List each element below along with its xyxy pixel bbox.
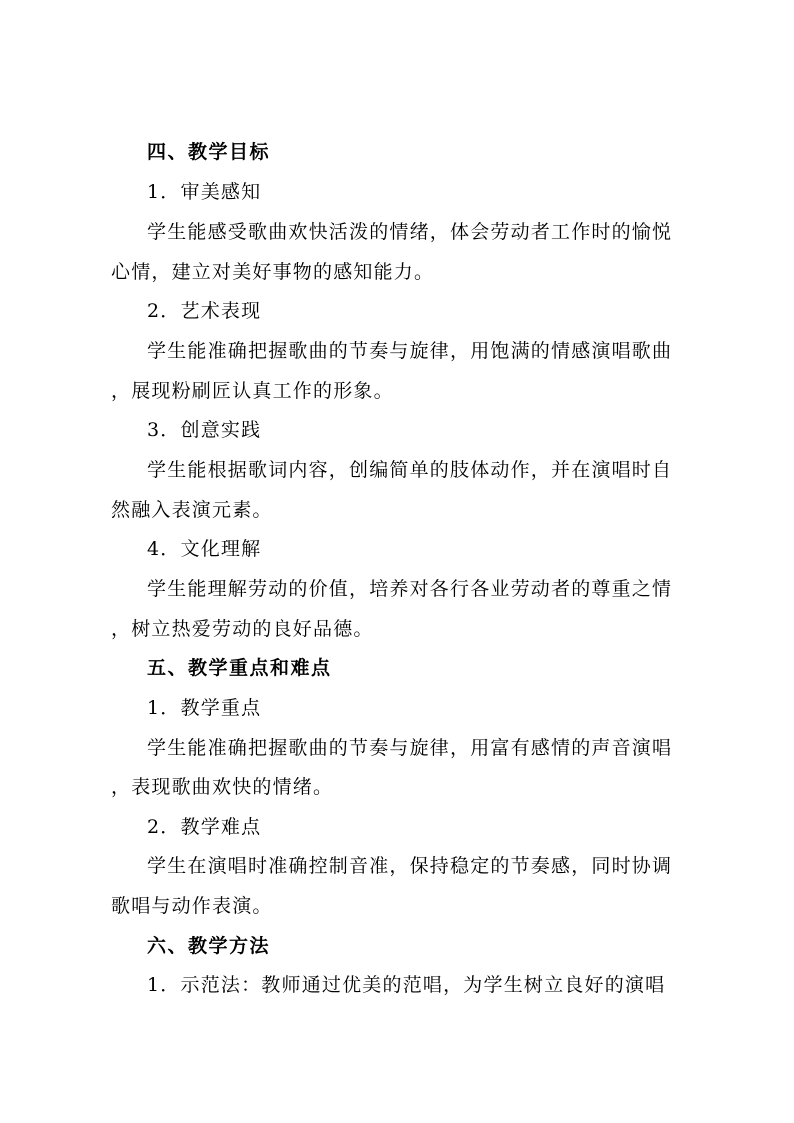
paragraph-line: 学生能准确把握歌曲的节奏与旋律，用富有感情的声音演唱 xyxy=(147,737,673,759)
section-heading-teaching-methods: 六、教学方法 xyxy=(147,935,271,957)
paragraph-line: ，树立热爱劳动的良好品德。 xyxy=(111,618,374,640)
paragraph-line: 学生在演唱时准确控制音准，保持稳定的节奏感，同时协调 xyxy=(147,855,673,877)
paragraph-line: ，展现粉刷匠认真工作的形象。 xyxy=(111,380,394,402)
paragraph-line: 学生能感受歌曲欢快活泼的情绪，体会劳动者工作时的愉悦 xyxy=(147,221,673,243)
subheading-teaching-difficulty: 2．教学难点 xyxy=(147,816,262,838)
paragraph-line: 学生能准确把握歌曲的节奏与旋律，用饱满的情感演唱歌曲 xyxy=(147,340,673,362)
subheading-aesthetic-perception: 1．审美感知 xyxy=(147,181,262,203)
paragraph-line: ，表现歌曲欢快的情绪。 xyxy=(111,776,334,798)
section-heading-teaching-objectives: 四、教学目标 xyxy=(147,141,271,163)
paragraph-line: 1．示范法：教师通过优美的范唱，为学生树立良好的演唱 xyxy=(147,974,666,996)
paragraph-line: 学生能理解劳动的价值，培养对各行各业劳动者的尊重之情 xyxy=(147,578,673,600)
section-heading-key-points: 五、教学重点和难点 xyxy=(147,657,332,679)
paragraph-line: 心情，建立对美好事物的感知能力。 xyxy=(111,261,435,283)
paragraph-line: 学生能根据歌词内容，创编简单的肢体动作，并在演唱时自 xyxy=(147,459,673,481)
subheading-artistic-expression: 2．艺术表现 xyxy=(147,300,262,322)
paragraph-line: 然融入表演元素。 xyxy=(111,499,273,521)
paragraph-line: 歌唱与动作表演。 xyxy=(111,895,273,917)
subheading-creative-practice: 3．创意实践 xyxy=(147,419,262,441)
subheading-cultural-understanding: 4．文化理解 xyxy=(147,538,262,560)
subheading-teaching-focus: 1．教学重点 xyxy=(147,697,262,719)
